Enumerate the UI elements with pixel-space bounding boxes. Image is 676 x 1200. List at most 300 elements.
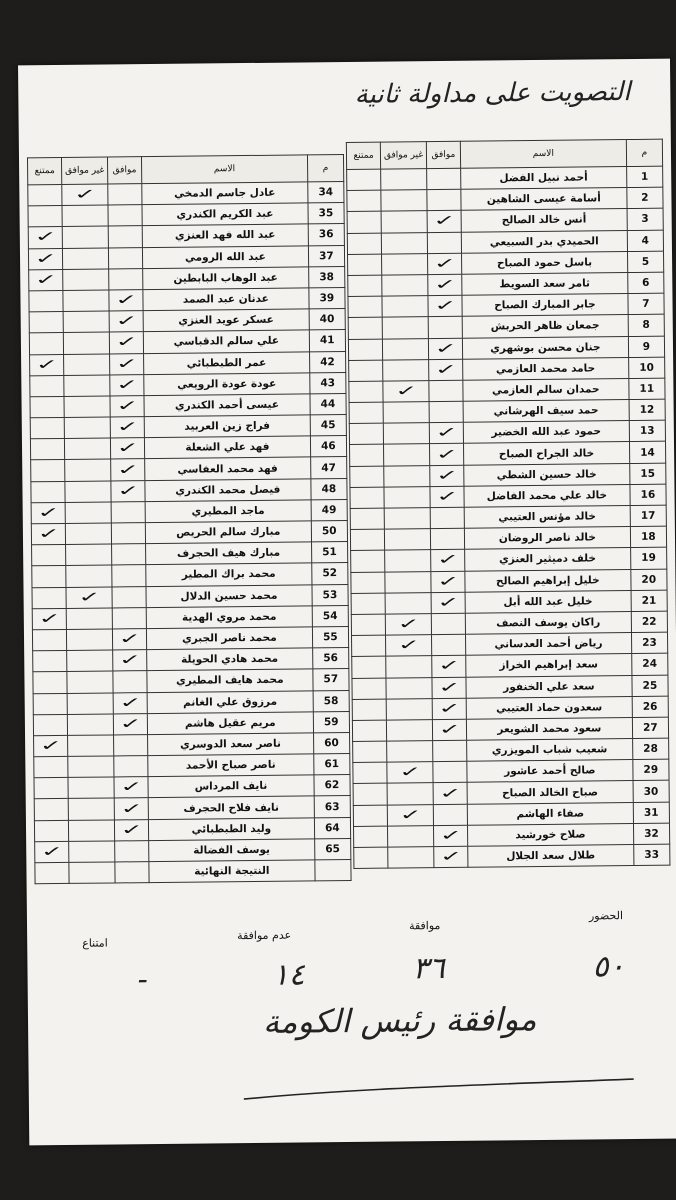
check-mark-icon: ✓ xyxy=(115,376,139,394)
row-number: 59 xyxy=(313,711,349,733)
abstain-cell xyxy=(350,508,384,530)
abstain-cell xyxy=(351,593,385,615)
member-name: عادل جاسم الدمخي xyxy=(142,182,308,205)
member-name: جنان محسن بوشهري xyxy=(462,336,628,359)
row-number: 8 xyxy=(628,314,664,336)
disagree-cell xyxy=(63,311,109,333)
disagree-cell xyxy=(388,847,434,869)
row-number: 65 xyxy=(314,838,350,860)
disagree-cell xyxy=(387,804,433,826)
agree-cell xyxy=(428,274,462,296)
check-mark-icon: ✓ xyxy=(35,356,58,373)
header-disagree: غير موافق xyxy=(381,142,427,169)
disagree-cell xyxy=(62,226,108,248)
member-name: محمد براك المطير xyxy=(146,563,312,586)
disagree-cell xyxy=(385,571,431,593)
abstain-cell xyxy=(353,741,387,763)
abstain-cell xyxy=(353,784,387,806)
row-number: 40 xyxy=(309,309,345,331)
abstain-cell xyxy=(34,735,68,757)
check-mark-icon: ✓ xyxy=(437,658,460,675)
row-number: 46 xyxy=(310,436,346,458)
member-name: حامد محمد العازمي xyxy=(463,357,629,380)
handwritten-result-note: موافقة رئيس الكومة xyxy=(262,1000,537,1041)
member-name: باسل حمود الصباح xyxy=(462,251,628,274)
check-mark-icon: ✓ xyxy=(439,848,462,866)
member-name: محمد ناصر الجبري xyxy=(146,627,312,650)
check-mark-icon: ✓ xyxy=(439,827,462,844)
row-number: 60 xyxy=(313,732,349,754)
agree-cell xyxy=(108,247,142,269)
disagree-cell xyxy=(386,656,432,678)
disagree-cell xyxy=(381,169,427,191)
agree-value: ٣٦ xyxy=(412,950,445,987)
member-name: راكان يوسف النصف xyxy=(465,611,631,634)
abstain-cell xyxy=(350,529,384,551)
check-mark-icon: ✓ xyxy=(436,594,460,611)
abstain-cell xyxy=(352,720,386,742)
disagree-cell xyxy=(68,714,114,736)
abstain-cell xyxy=(29,290,63,312)
check-mark-icon: ✓ xyxy=(119,779,143,796)
agree-cell xyxy=(433,762,467,784)
row-number: 29 xyxy=(633,759,669,781)
abstain-cell xyxy=(32,545,66,567)
row-number: 32 xyxy=(633,823,669,845)
agree-cell xyxy=(430,486,464,508)
final-result-row xyxy=(35,859,351,883)
abstain-cell xyxy=(347,169,381,191)
abstain-cell xyxy=(350,487,384,509)
check-mark-icon: ✓ xyxy=(433,276,456,294)
member-name: مريم عقيل هاشم xyxy=(147,712,313,735)
disagree-cell xyxy=(386,635,432,657)
table-body-right xyxy=(347,166,670,868)
abstain-cell xyxy=(347,190,381,212)
disagree-cell xyxy=(64,417,110,439)
abstain-cell xyxy=(31,481,65,503)
member-name: عودة عودة الرويعي xyxy=(144,373,310,396)
member-name: فهد محمد العفاسي xyxy=(145,457,311,480)
abstain-cell xyxy=(352,656,386,678)
agree-cell xyxy=(427,211,461,233)
row-number: 9 xyxy=(628,336,664,358)
check-mark-icon: ✓ xyxy=(438,721,461,739)
member-name: جمعان ظاهر الحربش xyxy=(462,315,628,338)
check-mark-icon: ✓ xyxy=(435,425,458,442)
member-name: محمد حسين الدلال xyxy=(146,584,312,607)
row-number: 58 xyxy=(313,690,349,712)
final-result-label: النتيجة النهائية xyxy=(149,860,315,883)
disagree-cell xyxy=(64,396,110,418)
header-disagree: غير موافق xyxy=(62,157,108,184)
check-mark-icon: ✓ xyxy=(118,652,141,669)
row-number: 11 xyxy=(629,378,665,400)
abstain-cell xyxy=(354,847,388,869)
row-number: 45 xyxy=(310,415,346,437)
agree-cell xyxy=(427,253,461,275)
abstain-cell xyxy=(30,439,64,461)
member-name: صباح الخالد الصباح xyxy=(467,781,633,804)
check-mark-icon: ✓ xyxy=(116,482,140,500)
agree-cell xyxy=(426,168,460,190)
agree-cell xyxy=(432,740,466,762)
disagree-cell xyxy=(67,650,113,672)
check-mark-icon: ✓ xyxy=(34,250,57,267)
agree-cell xyxy=(113,692,147,714)
agree-cell xyxy=(431,571,465,593)
disagree-cell xyxy=(384,508,430,530)
member-name: فهد علي الشعلة xyxy=(144,436,310,459)
member-name: حمود عبد الله الخضير xyxy=(463,421,629,444)
agree-cell xyxy=(113,671,147,693)
agree-cell xyxy=(110,417,144,439)
row-number: 48 xyxy=(311,478,347,500)
abstain-cell xyxy=(353,805,387,827)
agree-cell xyxy=(112,586,146,608)
check-mark-icon: ✓ xyxy=(436,552,459,569)
header-name: الاسم xyxy=(460,140,626,169)
abstain-cell xyxy=(29,269,63,291)
disagree-cell xyxy=(386,698,432,720)
row-number: 62 xyxy=(314,775,350,797)
agree-cell xyxy=(112,650,146,672)
disagree-cell xyxy=(381,190,427,212)
row-number: 57 xyxy=(313,669,349,691)
agree-cell xyxy=(433,804,467,826)
member-name: خالد علي محمد الفاضل xyxy=(464,484,630,507)
disagree-cell xyxy=(386,614,432,636)
check-mark-icon: ✓ xyxy=(397,616,420,633)
abstain-cell xyxy=(34,778,68,800)
member-name: محمد مروي الهدية xyxy=(146,606,312,629)
row-number: 10 xyxy=(628,357,664,379)
table-header-row xyxy=(27,155,343,185)
disagree-cell xyxy=(65,502,111,524)
member-name: ناصر صباح الأحمد xyxy=(148,754,314,777)
check-mark-icon: ✓ xyxy=(77,589,101,606)
agree-cell xyxy=(110,374,144,396)
abstain-cell xyxy=(348,254,382,276)
abstain-cell xyxy=(347,211,381,233)
check-mark-icon: ✓ xyxy=(115,334,138,351)
disagree-cell xyxy=(68,798,114,820)
disagree-cell xyxy=(68,777,114,799)
disagree-cell xyxy=(385,550,431,572)
disagree-cell xyxy=(66,544,112,566)
disagree-cell xyxy=(382,296,428,318)
abstain-cell xyxy=(351,550,385,572)
row-number: 64 xyxy=(314,817,350,839)
row-number: 26 xyxy=(632,696,668,718)
abstain-cell xyxy=(32,566,66,588)
member-name: خالد حسين الشطي xyxy=(464,463,630,486)
member-name: مبارك هيف الحجرف xyxy=(146,542,312,565)
disagree-cell xyxy=(384,444,430,466)
member-name: مرزوق علي الغانم xyxy=(147,690,313,713)
disagree-cell xyxy=(66,608,112,630)
disagree-cell xyxy=(383,402,429,424)
row-number: 17 xyxy=(630,505,666,527)
disagree-value: ١٤ xyxy=(272,957,305,993)
agree-cell xyxy=(429,423,463,445)
agree-cell xyxy=(109,311,143,333)
disagree-cell xyxy=(382,232,428,254)
member-name: خالد مؤنس العتيبي xyxy=(464,506,630,529)
vote-table-right xyxy=(346,139,671,869)
abstain-cell xyxy=(347,233,381,255)
agree-cell xyxy=(432,656,466,678)
check-mark-icon: ✓ xyxy=(40,843,64,861)
check-mark-icon: ✓ xyxy=(39,737,62,755)
disagree-cell xyxy=(387,719,433,741)
row-number: 52 xyxy=(311,563,347,585)
check-mark-icon: ✓ xyxy=(73,186,97,203)
disagree-cell xyxy=(66,523,112,545)
member-name: الحميدي بدر السبيعي xyxy=(461,230,627,253)
agree-cell xyxy=(112,565,146,587)
member-name: رياض أحمد العدساني xyxy=(466,633,632,656)
row-number: 34 xyxy=(308,182,344,204)
abstain-cell xyxy=(34,820,68,842)
member-name: عبد الله فهد العنزي xyxy=(142,224,308,247)
row-number: 31 xyxy=(633,802,669,824)
abstain-cell xyxy=(31,523,65,545)
header-num: م xyxy=(626,139,663,166)
row-number: 44 xyxy=(310,393,346,415)
member-name: جابر المبارك الصباح xyxy=(462,294,628,317)
disagree-cell xyxy=(64,375,110,397)
row-number: 25 xyxy=(632,675,668,697)
check-mark-icon: ✓ xyxy=(432,213,456,230)
abstain-cell xyxy=(34,799,68,821)
disagree-cell xyxy=(382,317,428,339)
member-name: خلف دميثير العنزي xyxy=(465,548,631,571)
empty-cell xyxy=(69,862,115,884)
abstain-cell xyxy=(348,275,382,297)
agree-cell xyxy=(430,528,464,550)
member-name: عسكر عويد العنزي xyxy=(143,309,309,332)
check-mark-icon: ✓ xyxy=(435,488,459,505)
row-number: 51 xyxy=(311,542,347,564)
member-name: ماجد المطيري xyxy=(145,500,311,523)
agree-cell xyxy=(111,501,145,523)
disagree-cell xyxy=(63,269,109,291)
disagree-cell xyxy=(65,438,111,460)
row-number: 42 xyxy=(309,351,345,373)
abstain-cell xyxy=(31,460,65,482)
row-number: 1 xyxy=(626,166,662,188)
member-name: نايف المرداس xyxy=(148,775,314,798)
abstain-cell xyxy=(354,826,388,848)
disagree-cell xyxy=(387,783,433,805)
abstain-cell xyxy=(33,693,67,715)
header-agree: موافق xyxy=(107,157,141,184)
header-agree: موافق xyxy=(426,141,460,168)
row-number: 21 xyxy=(631,590,667,612)
abstain-cell xyxy=(351,572,385,594)
agree-cell xyxy=(114,756,148,778)
row-number: 6 xyxy=(627,272,663,294)
agree-cell xyxy=(112,607,146,629)
agree-cell xyxy=(428,317,462,339)
abstain-cell xyxy=(34,756,68,778)
abstain-cell xyxy=(352,635,386,657)
agree-cell xyxy=(430,507,464,529)
abstain-cell xyxy=(35,841,69,863)
agree-cell xyxy=(112,629,146,651)
member-name: علي سالم الدقباسي xyxy=(143,330,309,353)
row-number: 53 xyxy=(312,584,348,606)
abstain-cell xyxy=(33,714,67,736)
member-name: خليل عبد الله أبل xyxy=(465,590,631,613)
agree-cell xyxy=(108,226,142,248)
row-number: 28 xyxy=(632,738,668,760)
agree-cell xyxy=(428,359,462,381)
member-name: شعيب شباب المويزري xyxy=(467,739,633,762)
header-abstain: ممتنع xyxy=(27,157,61,184)
row-number: 49 xyxy=(311,499,347,521)
member-name: عبد الوهاب البابطين xyxy=(143,267,309,290)
check-mark-icon: ✓ xyxy=(435,467,458,484)
member-name: سعود محمد الشويعر xyxy=(466,717,632,740)
disagree-cell xyxy=(385,592,431,614)
check-mark-icon: ✓ xyxy=(433,298,457,315)
row-number: 3 xyxy=(627,209,663,231)
row-number: 30 xyxy=(633,781,669,803)
check-mark-icon: ✓ xyxy=(120,821,143,839)
abstain-cell xyxy=(29,312,63,334)
disagree-cell xyxy=(63,290,109,312)
row-number: 50 xyxy=(311,520,347,542)
member-name: طلال سعد الجلال xyxy=(468,845,634,868)
member-name: سعد علي الخنفور xyxy=(466,675,632,698)
member-name: ثامر سعد السويط xyxy=(462,272,628,295)
disagree-label: عدم موافقة xyxy=(237,928,292,943)
abstain-cell xyxy=(31,502,65,524)
check-mark-icon: ✓ xyxy=(118,694,142,711)
abstain-cell xyxy=(30,396,64,418)
row-number: 24 xyxy=(631,653,667,675)
row-number: 5 xyxy=(627,251,663,273)
agree-cell xyxy=(109,332,143,354)
agree-cell xyxy=(108,205,142,227)
check-mark-icon: ✓ xyxy=(34,229,57,246)
abstain-cell xyxy=(353,762,387,784)
member-name: مبارك سالم الحريص xyxy=(145,521,311,544)
row-number: 56 xyxy=(312,648,348,670)
member-name: أحمد نبيل الفضل xyxy=(461,167,627,190)
member-name: عدنان عبد الصمد xyxy=(143,288,309,311)
member-name: خالد ناصر الروضان xyxy=(464,527,630,550)
disagree-cell xyxy=(388,825,434,847)
abstain-cell xyxy=(30,375,64,397)
disagree-cell xyxy=(386,677,432,699)
abstain-cell xyxy=(29,333,63,355)
row-number: 33 xyxy=(633,844,669,866)
check-mark-icon: ✓ xyxy=(434,361,457,378)
row-number: 36 xyxy=(308,224,344,246)
disagree-cell xyxy=(384,423,430,445)
agree-label: موافقة xyxy=(408,919,441,933)
agree-cell xyxy=(114,777,148,799)
member-name: فيصل محمد الكندري xyxy=(145,478,311,501)
member-name: سعدون حماد العتيبي xyxy=(466,696,632,719)
row-number: 35 xyxy=(308,203,344,225)
abstain-cell xyxy=(32,629,66,651)
member-name: خليل إبراهيم الصالح xyxy=(465,569,631,592)
row-number: 47 xyxy=(310,457,346,479)
check-mark-icon: ✓ xyxy=(436,573,460,590)
agree-cell xyxy=(430,465,464,487)
check-mark-icon: ✓ xyxy=(114,313,138,330)
disagree-cell xyxy=(65,459,111,481)
disagree-cell xyxy=(384,486,430,508)
member-name: صفاء الهاشم xyxy=(467,802,633,825)
disagree-cell xyxy=(66,587,112,609)
member-name: خالد الجراح الصباح xyxy=(464,442,630,465)
check-mark-icon: ✓ xyxy=(34,271,58,289)
abstain-cell xyxy=(28,227,62,249)
member-name: يوسف الفضالة xyxy=(149,839,315,862)
member-name: حمد سيف الهرشاني xyxy=(463,400,629,423)
row-number: 63 xyxy=(314,796,350,818)
abstain-cell xyxy=(30,354,64,376)
check-mark-icon: ✓ xyxy=(115,419,139,436)
row-number: 14 xyxy=(629,442,665,464)
row-number: 20 xyxy=(631,569,667,591)
disagree-cell xyxy=(67,671,113,693)
row-number: 13 xyxy=(629,420,665,442)
agree-cell xyxy=(429,401,463,423)
member-name: فراج زين العربيد xyxy=(144,415,310,438)
header-num: م xyxy=(307,155,344,182)
attendance-label: الحضور xyxy=(588,909,624,923)
member-name: صالح أحمد عاشور xyxy=(467,760,633,783)
check-mark-icon: ✓ xyxy=(116,461,139,478)
agree-cell xyxy=(434,846,468,868)
agree-cell xyxy=(429,444,463,466)
abstain-cell xyxy=(32,587,66,609)
agree-cell xyxy=(111,544,145,566)
agree-cell xyxy=(431,592,465,614)
empty-cell xyxy=(315,859,351,881)
table-row xyxy=(354,844,670,868)
row-number: 38 xyxy=(308,266,344,288)
agree-cell xyxy=(428,338,462,360)
agree-cell xyxy=(110,438,144,460)
check-mark-icon: ✓ xyxy=(397,637,420,654)
row-number: 37 xyxy=(308,245,344,267)
disagree-cell xyxy=(63,248,109,270)
abstain-cell xyxy=(28,206,62,228)
member-name: عمر الطبطبائي xyxy=(144,351,310,374)
agree-cell xyxy=(114,840,148,862)
row-number: 15 xyxy=(629,463,665,485)
member-name: محمد هايف المطيري xyxy=(147,669,313,692)
agree-cell xyxy=(427,189,461,211)
agree-cell xyxy=(427,232,461,254)
abstain-cell xyxy=(350,466,384,488)
attendance-value: ٥٠ xyxy=(592,949,625,985)
row-number: 61 xyxy=(313,754,349,776)
abstain-cell xyxy=(352,678,386,700)
abstain-cell xyxy=(30,418,64,440)
abstain-label: امتناع xyxy=(82,936,108,950)
member-name: محمد هادي الحويلة xyxy=(147,648,313,671)
empty-cell xyxy=(35,862,69,884)
check-mark-icon: ✓ xyxy=(115,355,138,373)
